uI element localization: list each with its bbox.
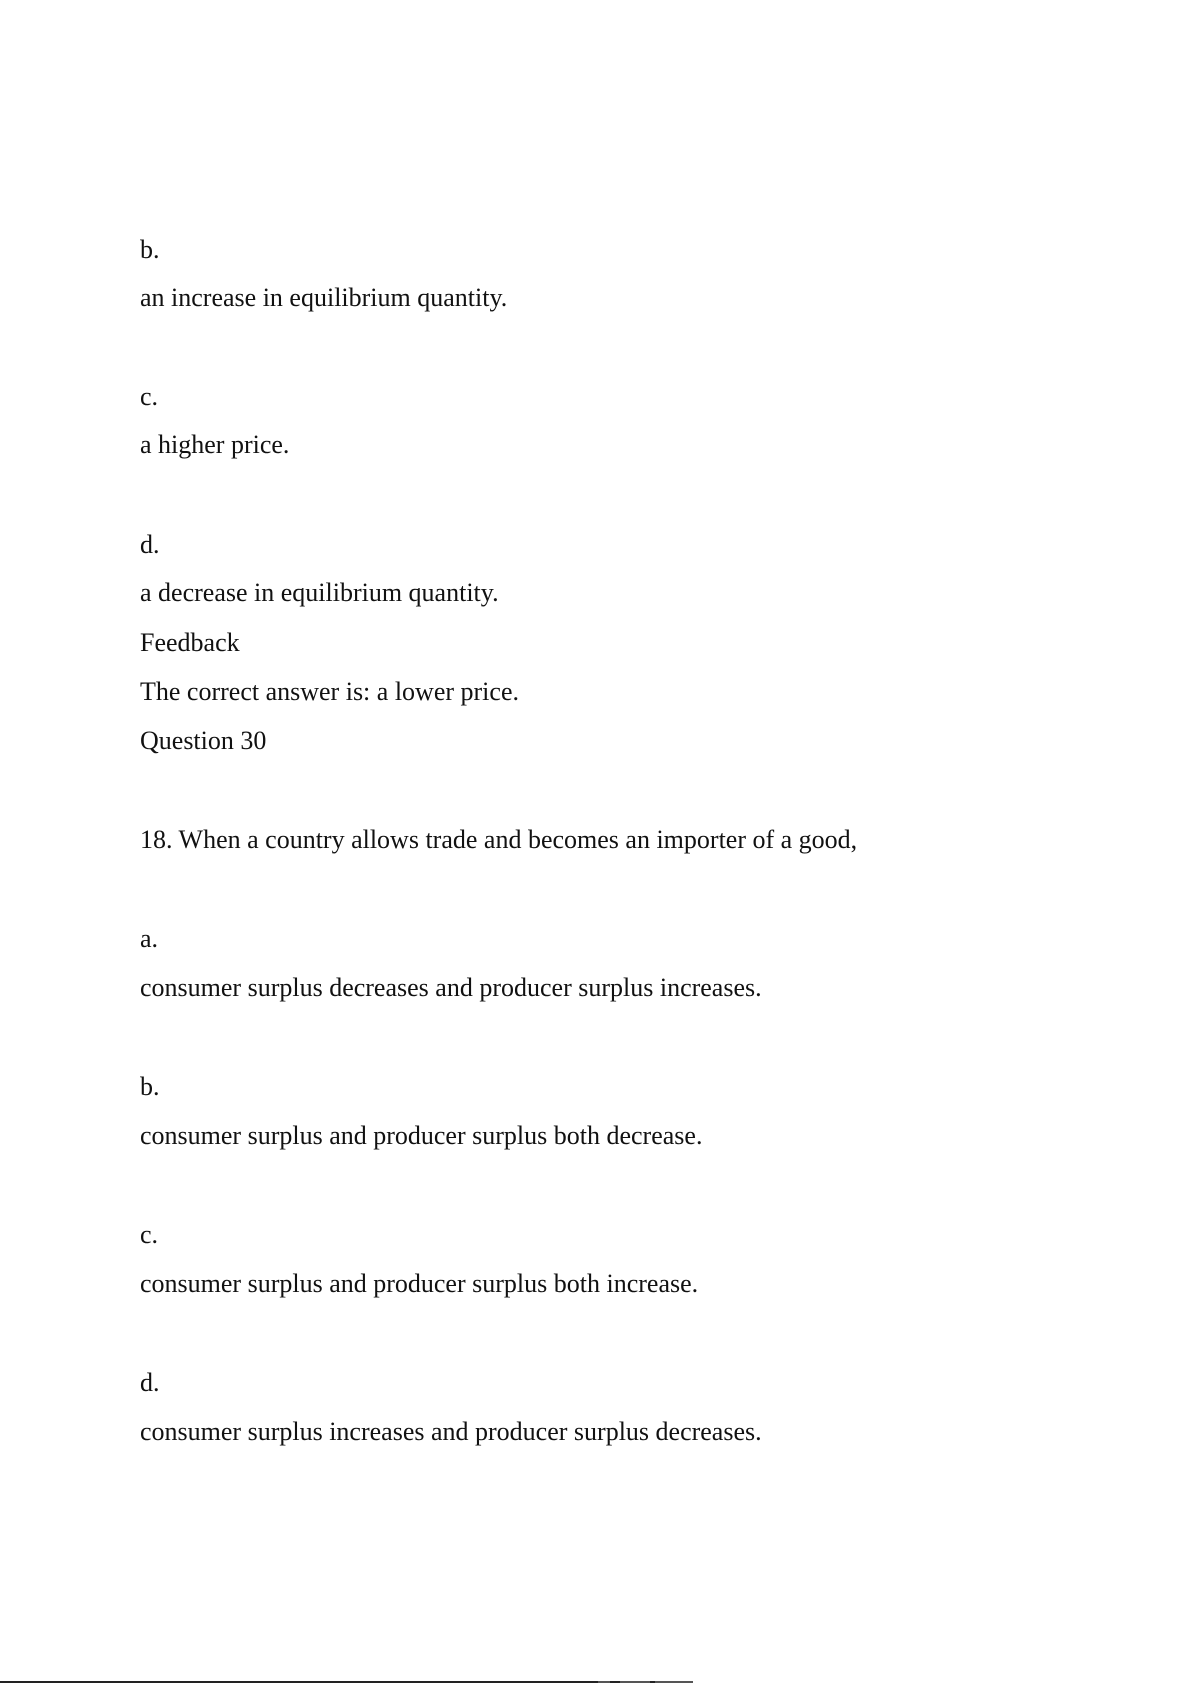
page-bottom-mark xyxy=(620,1681,650,1683)
option-text: a higher price. xyxy=(140,430,290,459)
option-text: consumer surplus decreases and producer surplus increases. xyxy=(140,973,762,1002)
option-text: an increase in equilibrium quantity. xyxy=(140,283,508,312)
option-letter: d. xyxy=(140,530,160,559)
option-letter: b. xyxy=(140,235,160,264)
question-prompt: 18. When a country allows trade and becomes an importer of a good, xyxy=(140,825,858,854)
page-bottom-mark xyxy=(655,1681,693,1683)
page-bottom-mark xyxy=(598,1681,610,1683)
option-letter: c. xyxy=(140,382,159,411)
feedback-text: The correct answer is: a lower price. xyxy=(140,677,519,706)
option-letter: b. xyxy=(140,1072,160,1101)
option-text: consumer surplus and producer surplus both decrease. xyxy=(140,1121,703,1150)
option-letter: c. xyxy=(140,1220,159,1249)
feedback-label: Feedback xyxy=(140,628,240,657)
option-letter: d. xyxy=(140,1368,160,1397)
question-label: Question 30 xyxy=(140,726,267,755)
option-text: consumer surplus and producer surplus both increase. xyxy=(140,1269,699,1298)
option-text: consumer surplus increases and producer surplus decreases. xyxy=(140,1417,762,1446)
option-letter: a. xyxy=(140,924,159,953)
page-bottom-divider xyxy=(0,1681,693,1683)
option-text: a decrease in equilibrium quantity. xyxy=(140,578,499,607)
